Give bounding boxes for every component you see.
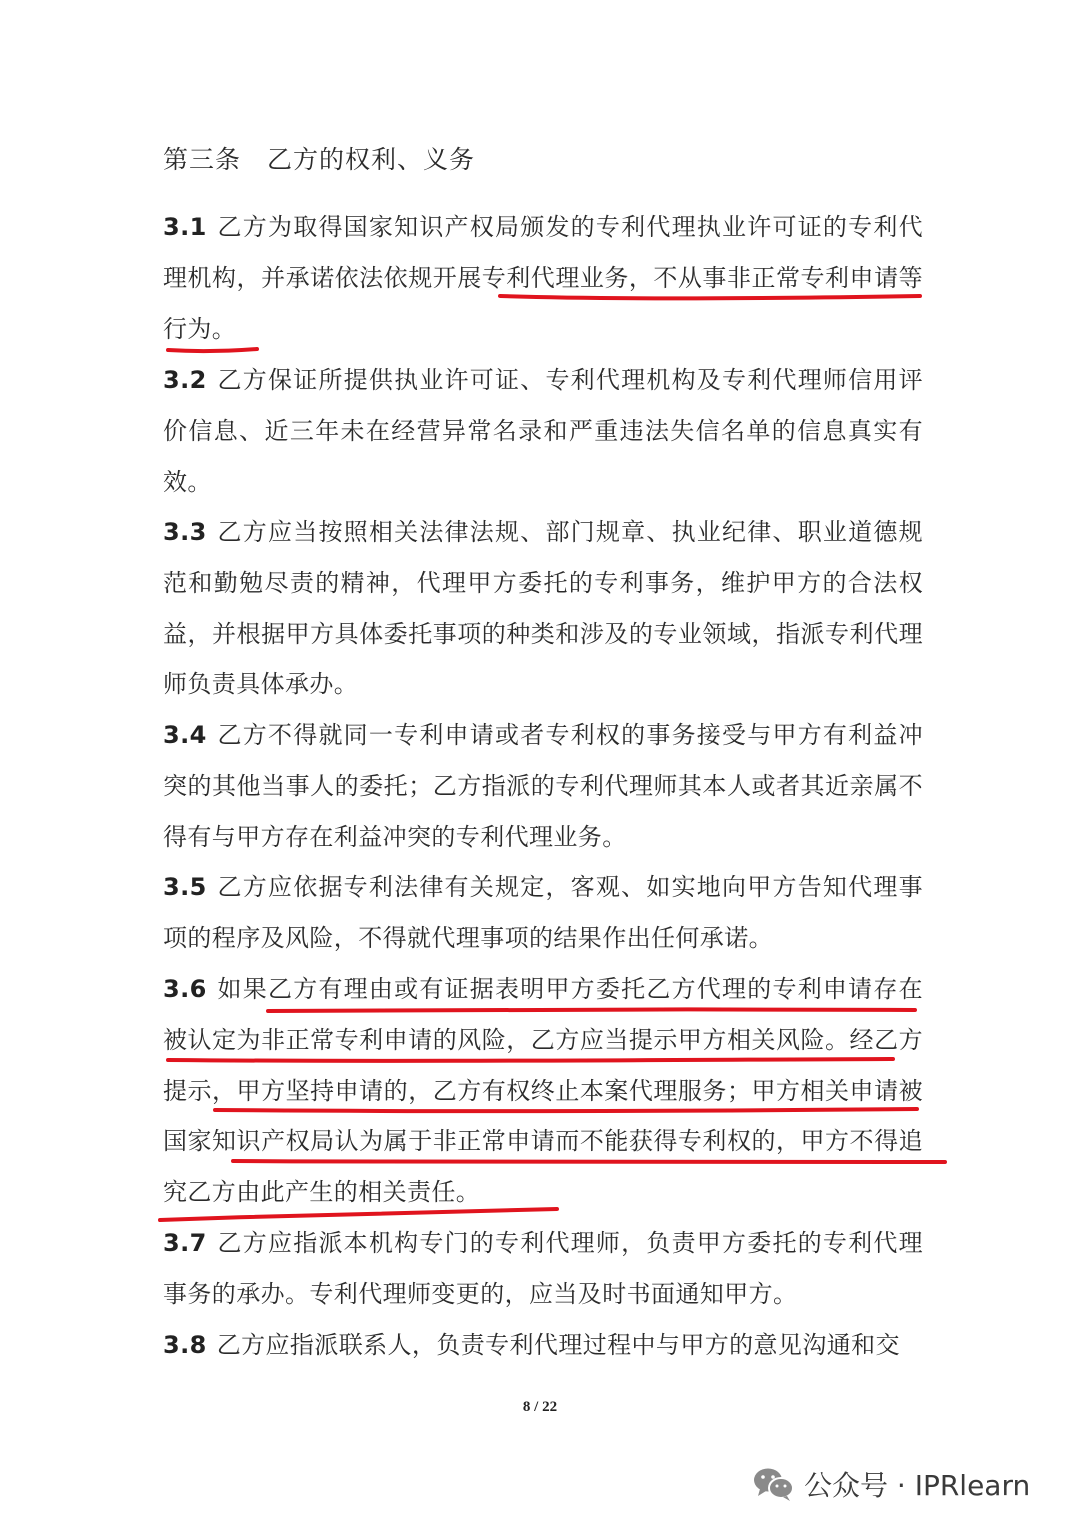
underline-mark: [268, 1009, 915, 1011]
clause-number: 3.1: [163, 213, 207, 241]
clause-number: 3.4: [163, 721, 207, 749]
clause-number: 3.5: [163, 873, 207, 901]
clause-text: 乙方不得就同一专利申请或者专利权的事务接受与甲方有利益冲突的其他当事人的委托；乙方指派的专利代理师其本人或者其近亲属不得有与甲方存在利益冲突的专利代理业务。: [163, 721, 923, 851]
underline-mark: [233, 1161, 945, 1163]
underline-mark: [168, 1059, 893, 1061]
underline-mark: [160, 1209, 557, 1220]
clause-text: 乙方为取得国家知识产权局颁发的专利代理执业许可证的专利代理机构，并承诺依法依规开展专利代理业务，不从事非正常专利申请等行为。: [163, 213, 923, 343]
underline-mark: [500, 296, 920, 298]
clause-number: 3.2: [163, 366, 207, 394]
clause-text: 乙方保证所提供执业许可证、专利代理机构及专利代理师信用评价信息、近三年未在经营异常名录和严重违法失信名单的信息真实有效。: [163, 366, 923, 496]
article-heading: 第三条 乙方的权利、义务: [163, 145, 476, 174]
clause-text: 乙方应依据专利法律有关规定，客观、如实地向甲方告知代理事项的程序及风险，不得就代理事项的结果作出任何承诺。: [163, 873, 923, 952]
underline-mark: [215, 1109, 917, 1111]
clause-number: 3.8: [163, 1331, 207, 1359]
clause-number: 3.7: [163, 1229, 207, 1257]
underline-mark: [168, 349, 257, 351]
clause-text: 如果乙方有理由或有证据表明甲方委托乙方代理的专利申请存在被认定为非正常专利申请的风险，乙方应当提示甲方相关风险。经乙方提示，甲方坚持申请的，乙方有权终止本案代理服务；甲方相关申请被国家知识产权局认为属于非正常申请而不能获得专利权的，甲方不得追究乙方由此产生的相关责任。: [163, 975, 923, 1207]
clause-text: 乙方应指派本机构专门的专利代理师，负责甲方委托的专利代理事务的承办。专利代理师变更的，应当及时书面通知甲方。: [163, 1229, 923, 1308]
clause-number: 3.3: [163, 518, 207, 546]
clause-text: 乙方应当按照相关法律法规、部门规章、执业纪律、职业道德规范和勤勉尽责的精神，代理甲方委托的专利事务，维护甲方的合法权益，并根据甲方具体委托事项的种类和涉及的专业领域，指派专利代理师负责具体承办。: [163, 518, 923, 699]
clause-text: 乙方应指派联系人，负责专利代理过程中与甲方的意见沟通和交: [216, 1331, 900, 1359]
clause-number: 3.6: [163, 975, 207, 1003]
page-number: 8 / 22: [522, 1399, 558, 1415]
watermark-text: 公众号 · IPRlearn: [804, 1469, 1031, 1502]
